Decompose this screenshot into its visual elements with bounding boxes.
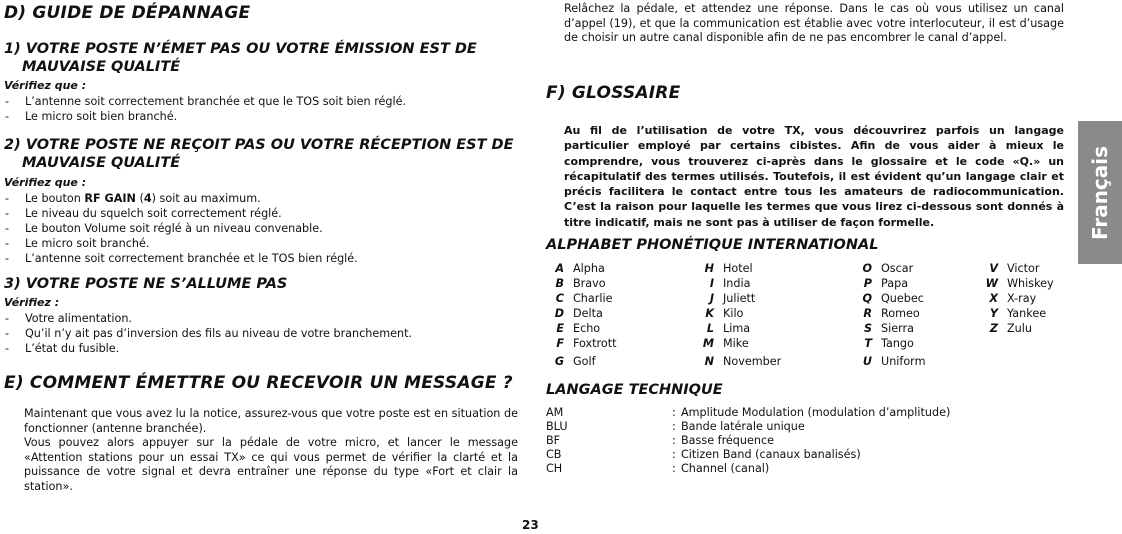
section-e-para2: Vous pouvez alors appuyer sur la pédale de votre micro, et lancer le message «Attention stations pour un essai TX» ce qui vous permet de vérifier la clarté et la puissance de votre signal et devra entraîner une réponse du type «Fort et clair la station». (24, 436, 518, 493)
tech-row: CH : Channel (canal) (546, 462, 770, 475)
alphabet-entry: Z Zulu (989, 322, 1032, 335)
alphabet-entry: M Mike (702, 337, 749, 350)
rf-gain-label: RF GAIN (84, 192, 136, 205)
glossary-intro: Au fil de l’utilisation de votre TX, vous découvrirez parfois un langage particulier employé par certains cibistes. Afin de vous aider à mieux le comprendre, vous trouverez ci-après dans le glossaire et le code «Q.» un récapitulatif des termes utilisés. Toutefois, il est évident qu’un langage clair et précis facilitera le contact entre tous les amateurs de radiocommunication. C’est la raison pour laquelle les termes que vous lirez ci-dessous sont donnés à titre indicatif, mais ne sont pas à utiliser de façon formelle. (564, 124, 1064, 229)
continued-paragraph: Relâchez la pédale, et attendez une réponse. Dans le cas où vous utilisez un canal d’appel (19), et que la communication est établie avec votre interlocuteur, il est d’usage de choisir un autre canal disponible afin de ne pas encombrer le canal d’appel. (564, 2, 1064, 44)
tech-row: CB : Citizen Band (canaux banalisés) (546, 448, 861, 461)
item-1-check-label: Vérifiez que : (4, 79, 87, 92)
item-3-heading-line1: 3) VOTRE POSTE NE S’ALLUME PAS (4, 276, 288, 292)
item-3-list (4, 311, 412, 356)
item-3-check-label: Vérifiez : (4, 296, 60, 309)
item-1-heading-line2: MAUVAISE QUALITÉ (22, 59, 181, 75)
alphabet-column-3 (854, 261, 925, 369)
item-1-heading (4, 40, 477, 76)
item-1-heading-line1: 1) VOTRE POSTE N’ÉMET PAS OU VOTRE ÉMISSION EST DE (4, 41, 477, 57)
list-item: - Le micro soit branché. (4, 236, 358, 251)
list-item: - L’état du fusible. (4, 341, 412, 356)
alphabet-entry: P Papa (863, 277, 909, 290)
item-2-heading-line1: 2) VOTRE POSTE NE REÇOIT PAS OU VOTRE RÉCEPTION EST DE (4, 137, 514, 153)
list-item: - Le bouton Volume soit réglé à un niveau convenable. (4, 221, 358, 236)
rf-gain-suffix: ) soit au maximum. (151, 192, 261, 205)
rf-gain-prefix: Le bouton (25, 192, 85, 205)
language-tab (1078, 121, 1122, 264)
alphabet-title: ALPHABET PHONÉTIQUE INTERNATIONAL (546, 237, 879, 253)
alphabet-entry: V Victor (989, 262, 1040, 275)
alphabet-entry: A Alpha (555, 262, 605, 275)
section-f-title: F) GLOSSAIRE (546, 83, 681, 103)
alphabet-column-1 (546, 261, 617, 369)
list-item: - L’antenne soit correctement branchée et que le TOS soit bien réglé. (4, 94, 406, 109)
alphabet-entry: C Charlie (555, 292, 613, 305)
rf-gain-number: 4 (143, 192, 152, 205)
section-e-title: E) COMMENT ÉMETTRE OU RECEVOIR UN MESSAGE ? (4, 373, 513, 393)
section-e-para1: Maintenant que vous avez lu la notice, assurez-vous que votre poste est en situation de fonctionner (antenne branchée). (24, 407, 518, 435)
page-number: 23 (522, 518, 539, 532)
list-item: - L’antenne soit correctement branchée et le TOS bien réglé. (4, 251, 358, 266)
technical-title: LANGAGE TECHNIQUE (546, 382, 723, 398)
alphabet-entry: K Kilo (705, 307, 744, 320)
list-item (4, 191, 358, 206)
alphabet-entry: F Foxtrott (556, 337, 617, 350)
item-2-heading (4, 136, 514, 172)
alphabet-entry: G Golf (554, 355, 596, 368)
section-d-title: D) GUIDE DE DÉPANNAGE (4, 3, 251, 23)
alphabet-entry: N November (704, 355, 782, 368)
tech-row: BF : Basse fréquence (546, 434, 775, 447)
alphabet-entry: D Delta (554, 307, 603, 320)
alphabet-entry: Y Yankee (989, 307, 1047, 320)
item-3-heading (4, 275, 287, 293)
list-item: - Le niveau du squelch soit correctement réglé. (4, 206, 358, 221)
alphabet-entry: O Oscar (862, 262, 914, 275)
alphabet-entry: Q Quebec (862, 292, 924, 305)
alphabet-entry: H Hotel (704, 262, 753, 275)
alphabet-entry: L Lima (706, 322, 751, 335)
alphabet-entry: I India (709, 277, 751, 290)
list-item: - Votre alimentation. (4, 311, 412, 326)
alphabet-column-4 (980, 261, 1054, 336)
item-2-heading-line2: MAUVAISE QUALITÉ (22, 155, 181, 171)
alphabet-entry: U Uniform (862, 355, 926, 368)
language-tab-label: Français (1088, 145, 1112, 240)
alphabet-entry: R Romeo (863, 307, 920, 320)
item-2-list (4, 191, 358, 266)
list-item: - Qu’il n’y ait pas d’inversion des fils au niveau de votre branchement. (4, 326, 412, 341)
rf-gain-mid: ( (135, 192, 144, 205)
item-2-check-label: Vérifiez que : (4, 176, 87, 189)
alphabet-entry: E Echo (556, 322, 601, 335)
alphabet-entry: W Whiskey (985, 277, 1054, 290)
tech-row: AM : Amplitude Modulation (modulation d’amplitude) (546, 406, 951, 419)
alphabet-entry: X X-ray (989, 292, 1037, 305)
alphabet-entry: B Bravo (555, 277, 606, 290)
tech-row: BLU : Bande latérale unique (546, 420, 805, 433)
alphabet-entry: T Tango (864, 337, 914, 350)
item-1-list (4, 94, 406, 124)
alphabet-entry: S Sierra (863, 322, 914, 335)
list-item: - Le micro soit bien branché. (4, 109, 406, 124)
alphabet-entry: J Juliett (709, 292, 756, 305)
alphabet-column-2 (696, 261, 781, 369)
